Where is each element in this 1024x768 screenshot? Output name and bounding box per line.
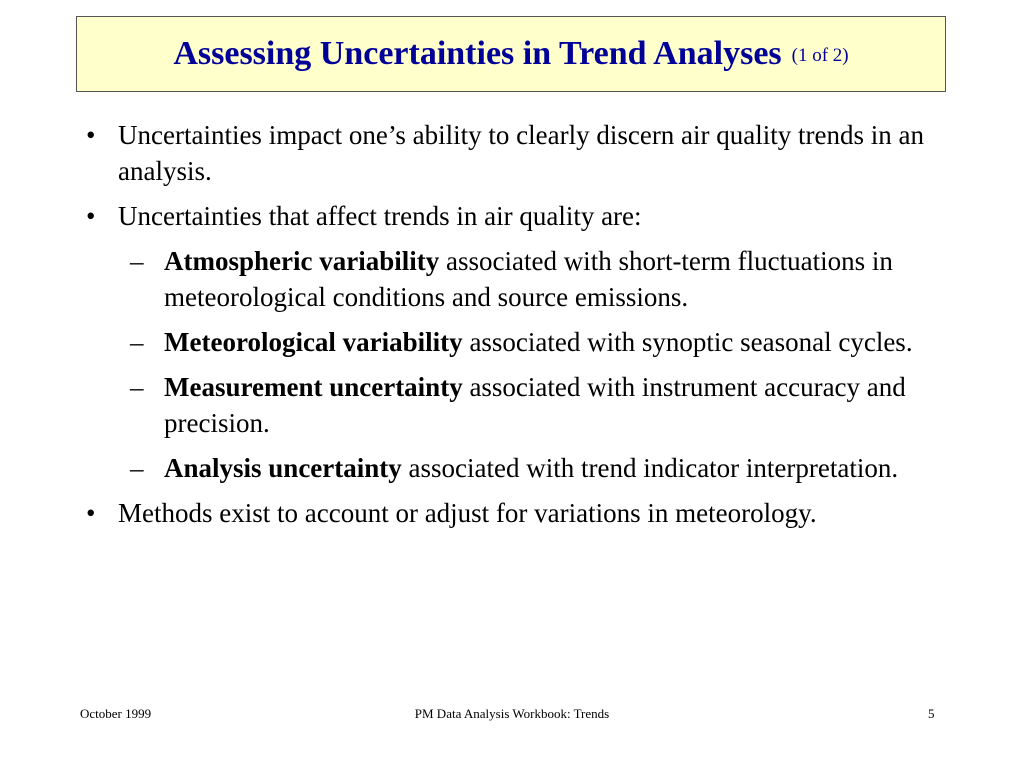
bullet-text: Uncertainties that affect trends in air quality are: (118, 201, 642, 231)
sub-bullet-text: associated with short-term fluctuations in meteorological conditions and source emissions. (164, 246, 893, 312)
bullet-item-2 (86, 198, 946, 234)
slide-title-part-indicator: (1 of 2) (791, 45, 849, 66)
slide-title: Assessing Uncertainties in Trend Analyses (173, 35, 782, 72)
sub-bullet-analysis-uncertainty (86, 450, 946, 486)
footer-title: PM Data Analysis Workbook: Trends (414, 706, 610, 721)
bold-term: Analysis uncertainty (164, 453, 402, 483)
dash-marker: – (130, 372, 144, 402)
slide-body (86, 117, 946, 540)
bullet-item-1 (86, 117, 946, 189)
bold-term: Atmospheric variability (164, 246, 440, 276)
slide-title-box (76, 16, 946, 92)
bullet-marker: • (86, 498, 96, 528)
bold-term: Meteorological variability (164, 327, 463, 357)
bullet-item-3 (86, 495, 946, 531)
dash-marker: – (130, 453, 144, 483)
sub-bullet-text: associated with instrument accuracy and precision. (164, 372, 906, 438)
sub-bullet-measurement-uncertainty (86, 369, 946, 441)
slide-number: 5 (928, 706, 935, 721)
bullet-text: Uncertainties impact one’s ability to clearly discern air quality trends in an analysis. (118, 120, 924, 186)
dash-marker: – (130, 246, 144, 276)
bullet-marker: • (86, 120, 96, 150)
bullet-text: Methods exist to account or adjust for variations in meteorology. (118, 498, 817, 528)
bullet-marker: • (86, 201, 96, 231)
footer-date: October 1999 (80, 706, 152, 721)
sub-bullet-meteorological-variability (86, 324, 946, 360)
bold-term: Measurement uncertainty (164, 372, 463, 402)
sub-bullet-atmospheric-variability (86, 243, 946, 315)
sub-bullet-text: associated with synoptic seasonal cycles. (462, 327, 913, 357)
dash-marker: – (130, 327, 144, 357)
sub-bullet-text: associated with trend indicator interpretation. (401, 453, 899, 483)
